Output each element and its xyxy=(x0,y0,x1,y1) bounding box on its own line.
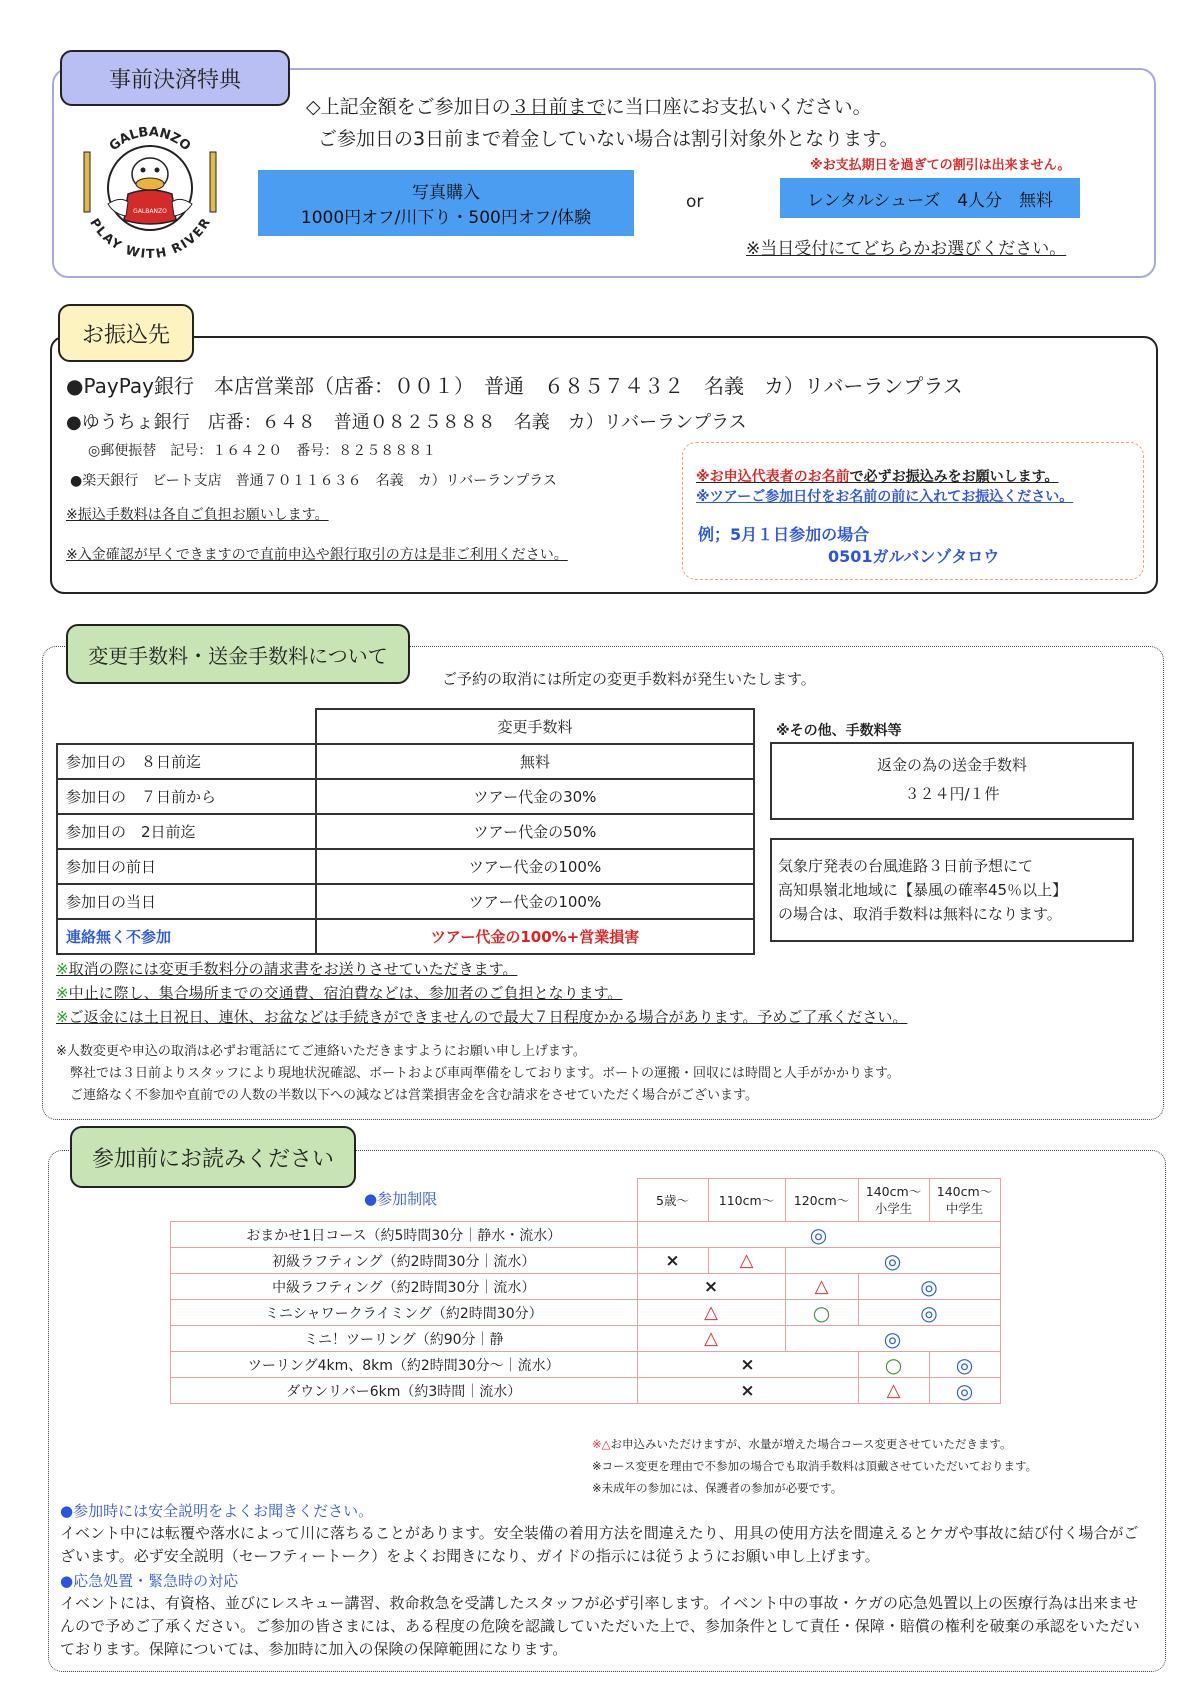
mark-double-circle: ◎ xyxy=(785,1326,1000,1352)
read-before-tab: 参加前にお読みください xyxy=(70,1126,356,1188)
mark-triangle: △ xyxy=(708,1248,785,1274)
mark-cross: × xyxy=(637,1378,858,1404)
age-header: 120cm〜 xyxy=(785,1179,858,1222)
benefit-line1: ◇上記金額をご参加日の３日前までに当口座にお支払いください。 xyxy=(306,96,872,118)
mark-double-circle: ◎ xyxy=(637,1222,1000,1248)
fee-fine-2: 弊社では３日前よりスタッフにより現地状況確認、ボートおよび車両準備をしております。ボートの運搬・回収には時間と人手がかかります。 xyxy=(70,1066,900,1081)
bank-yucho: ●ゆうちょ銀行 店番：６４８ 普通０８２５８８８ 名義 カ）リバーランプラス xyxy=(66,412,747,433)
svg-text:PLAY WITH RIVER: PLAY WITH RIVER xyxy=(87,215,213,262)
transfer-example-2: 0501ガルバンゾタロウ xyxy=(828,547,1000,566)
course-name: 中級ラフティング（約2時間30分｜流水） xyxy=(171,1274,638,1300)
mark-triangle: △ xyxy=(637,1326,785,1352)
table-row xyxy=(57,779,754,814)
fee-when: 参加日の ７日前から xyxy=(57,779,316,814)
limit-footnote-1: ※△お申込みいただけますが、水量が増えた場合コース変更させていただきます。 xyxy=(592,1437,1012,1451)
mark-double-circle: ◎ xyxy=(929,1378,1000,1404)
mark-cross: × xyxy=(637,1248,708,1274)
table-row xyxy=(171,1326,1001,1352)
fee-note-refund: ※ご返金には土日祝日、連休、お盆などは手続きができませんので最大７日程度かかる場合があります。予めご了承ください。 xyxy=(56,1008,908,1026)
age-header: 5歳〜 xyxy=(637,1179,708,1222)
transfer-note-fee: ※振込手数料は各自ご負担お願いします。 xyxy=(66,507,329,523)
fee-value: 無料 xyxy=(316,744,754,779)
table-row xyxy=(171,1378,1001,1404)
bank-postal: ◎郵便振替 記号：１６４２０ 番号：８２５８８８１ xyxy=(88,443,437,459)
course-name: ツーリング4km、8km（約2時間30分〜｜流水） xyxy=(171,1352,638,1378)
transfer-date-note: ※ツアーご参加日付をお名前の前に入れてお振込ください。 xyxy=(696,489,1074,505)
transfer-tab: お振込先 xyxy=(58,304,194,362)
table-row xyxy=(171,1274,1001,1300)
mark-circle: ○ xyxy=(858,1352,929,1378)
fee-when: 連絡無く不参加 xyxy=(57,919,316,954)
fee-note-invoice: ※取消の際には変更手数料分の請求書をお送りさせていただきます。 xyxy=(56,960,518,978)
mark-circle: ○ xyxy=(785,1300,858,1326)
limit-footnote-2: ※コース変更を理由で不参加の場合でも取消手数料は頂戴させていただいております。 xyxy=(592,1459,1038,1473)
galbanzo-logo xyxy=(80,112,220,262)
age-header: 110cm〜 xyxy=(708,1179,785,1222)
mark-cross: × xyxy=(637,1274,785,1300)
course-name: ミニ！ツーリング（約90分｜静 xyxy=(171,1326,638,1352)
bank-rakuten: ●楽天銀行 ビート支店 普通７０１１６３６ 名義 カ）リバーランプラス xyxy=(70,473,557,489)
fees-tab: 変更手数料・送金手数料について xyxy=(66,624,410,684)
fee-value: ツアー代金の100% xyxy=(316,849,754,884)
benefit-line2: ご参加日の3日前まで着金していない場合は割引対象外となります。 xyxy=(318,128,899,150)
mark-double-circle: ◎ xyxy=(858,1300,1000,1326)
safety-body: イベント中には転覆や落水によって川に落ちることがあります。安全装備の着用方法を間違えたり、用具の使用方法を間違えるとケガや事故に結び付く場合がございます。必ず安全説明（セーフティートーク）をよくお聞きになり、ガイドの指示には従うようにお願い申し上げます。 xyxy=(60,1524,1139,1565)
fee-value: ツアー代金の100%+営業損害 xyxy=(316,919,754,954)
table-row xyxy=(171,1179,1001,1222)
other-fees-title: ※その他、手数料等 xyxy=(776,723,902,739)
transfer-note-early: ※入金確認が早くできますので直前申込や銀行取引の方は是非ご利用ください。 xyxy=(66,547,568,563)
fees-intro: ご予約の取消には所定の変更手数料が発生いたします。 xyxy=(442,670,816,688)
fee-when: 参加日の前日 xyxy=(57,849,316,884)
fee-note-travel: ※中止に際し、集合場所までの交通費、宿泊費などは、参加者のご負担となります。 xyxy=(56,984,623,1002)
table-row xyxy=(57,709,754,744)
fee-column-header: 変更手数料 xyxy=(316,709,754,744)
safety-title: ●参加時には安全説明をよくお聞きください。 xyxy=(60,1502,374,1520)
fee-when: 参加日の ８日前迄 xyxy=(57,744,316,779)
mark-cross: × xyxy=(637,1352,858,1378)
svg-text:GALBANZO: GALBANZO xyxy=(133,208,167,215)
course-name: ダウンリバー6km（約3時間｜流水） xyxy=(171,1378,638,1404)
fee-when: 参加日の当日 xyxy=(57,884,316,919)
fee-table xyxy=(56,708,755,955)
bank-paypay: ●PayPay銀行 本店営業部（店番：００１） 普通 ６８５７４３２ 名義 カ）リバーランプラス xyxy=(66,374,963,398)
emergency-body: イベントには、有資格、並びにレスキュー講習、救命救急を受講したスタッフが必ず引率します。イベント中の事故・ケガの応急処置以上の医療行為は出来ませんので予めご了承ください。ご参加の皆さまには、ある程度の危険を認識していただいた上で、参加条件として責任・保障・賠償の権利を破棄の承認をいただいております。保障については、参加時に加入の保険の保障範囲になります。 xyxy=(60,1594,1140,1658)
mark-triangle: △ xyxy=(858,1378,929,1404)
table-row xyxy=(57,814,754,849)
transfer-name-note: ※お申込代表者のお名前で必ずお振込みをお願いします。 xyxy=(696,469,1059,485)
benefit-tab: 事前決済特典 xyxy=(60,50,290,106)
or-label: or xyxy=(686,192,704,212)
transfer-example-1: 例；5月１日参加の場合 xyxy=(698,525,870,544)
table-row xyxy=(171,1300,1001,1326)
rental-shoes-box: レンタルシューズ 4人分 無料 xyxy=(780,178,1080,218)
emergency-title: ●応急処置・緊急時の対応 xyxy=(60,1572,239,1590)
mark-double-circle: ◎ xyxy=(858,1274,1000,1300)
course-name: 初級ラフティング（約2時間30分｜流水） xyxy=(171,1248,638,1274)
table-row xyxy=(57,849,754,884)
table-row xyxy=(57,884,754,919)
choose-note: ※当日受付にてどちらかお選びください。 xyxy=(746,239,1067,259)
life-vest-icon xyxy=(124,190,176,224)
mark-triangle: △ xyxy=(637,1300,785,1326)
table-row xyxy=(171,1248,1001,1274)
participation-limit-table xyxy=(170,1178,1001,1404)
table-row xyxy=(171,1352,1001,1378)
table-row xyxy=(57,919,754,954)
benefit-warning: ※お支払期日を過ぎての割引は出来ません。 xyxy=(810,158,1071,173)
course-name: おまかせ1日コース（約5時間30分｜静水・流水） xyxy=(171,1222,638,1248)
mark-triangle: △ xyxy=(785,1274,858,1300)
age-header: 140cm〜 小学生 xyxy=(858,1179,929,1222)
table-row xyxy=(57,744,754,779)
age-header: 140cm〜 中学生 xyxy=(929,1179,1000,1222)
fee-value: ツアー代金の30% xyxy=(316,779,754,814)
paddle-icon xyxy=(84,152,90,212)
refund-fee-box: 返金の為の送金手数料 ３２４円/１件 xyxy=(770,742,1134,820)
fee-fine-1: ※人数変更や申込の取消は必ずお電話にてご連絡いただきますようにお願い申し上げます。 xyxy=(56,1044,586,1059)
photo-discount-box: 写真購入 1000円オフ/川下り・500円オフ/体験 xyxy=(258,170,634,236)
fee-value: ツアー代金の100% xyxy=(316,884,754,919)
svg-text:GALBANZO: GALBANZO xyxy=(106,124,194,155)
limit-footnote-3: ※未成年の参加には、保護者の参加が必要です。 xyxy=(592,1481,843,1495)
course-name: ミニシャワークライミング（約2時間30分） xyxy=(171,1300,638,1326)
table-row xyxy=(171,1222,1001,1248)
fee-fine-3: ご連絡なく不参加や直前での人数の半数以下への減などは営業損害金を含む請求をさせていただく場合がございます。 xyxy=(70,1088,758,1103)
limits-title: ●参加制限 xyxy=(364,1190,438,1208)
mark-double-circle: ◎ xyxy=(785,1248,1000,1274)
paddle-icon xyxy=(210,152,216,212)
mark-double-circle: ◎ xyxy=(929,1352,1000,1378)
fee-when: 参加日の 2日前迄 xyxy=(57,814,316,849)
typhoon-note-box: 気象庁発表の台風進路３日前予想にて 高知県嶺北地域に【暴風の確率45％以上】 の場合は、取消手数料は無料になります。 xyxy=(770,838,1134,942)
fee-value: ツアー代金の50% xyxy=(316,814,754,849)
